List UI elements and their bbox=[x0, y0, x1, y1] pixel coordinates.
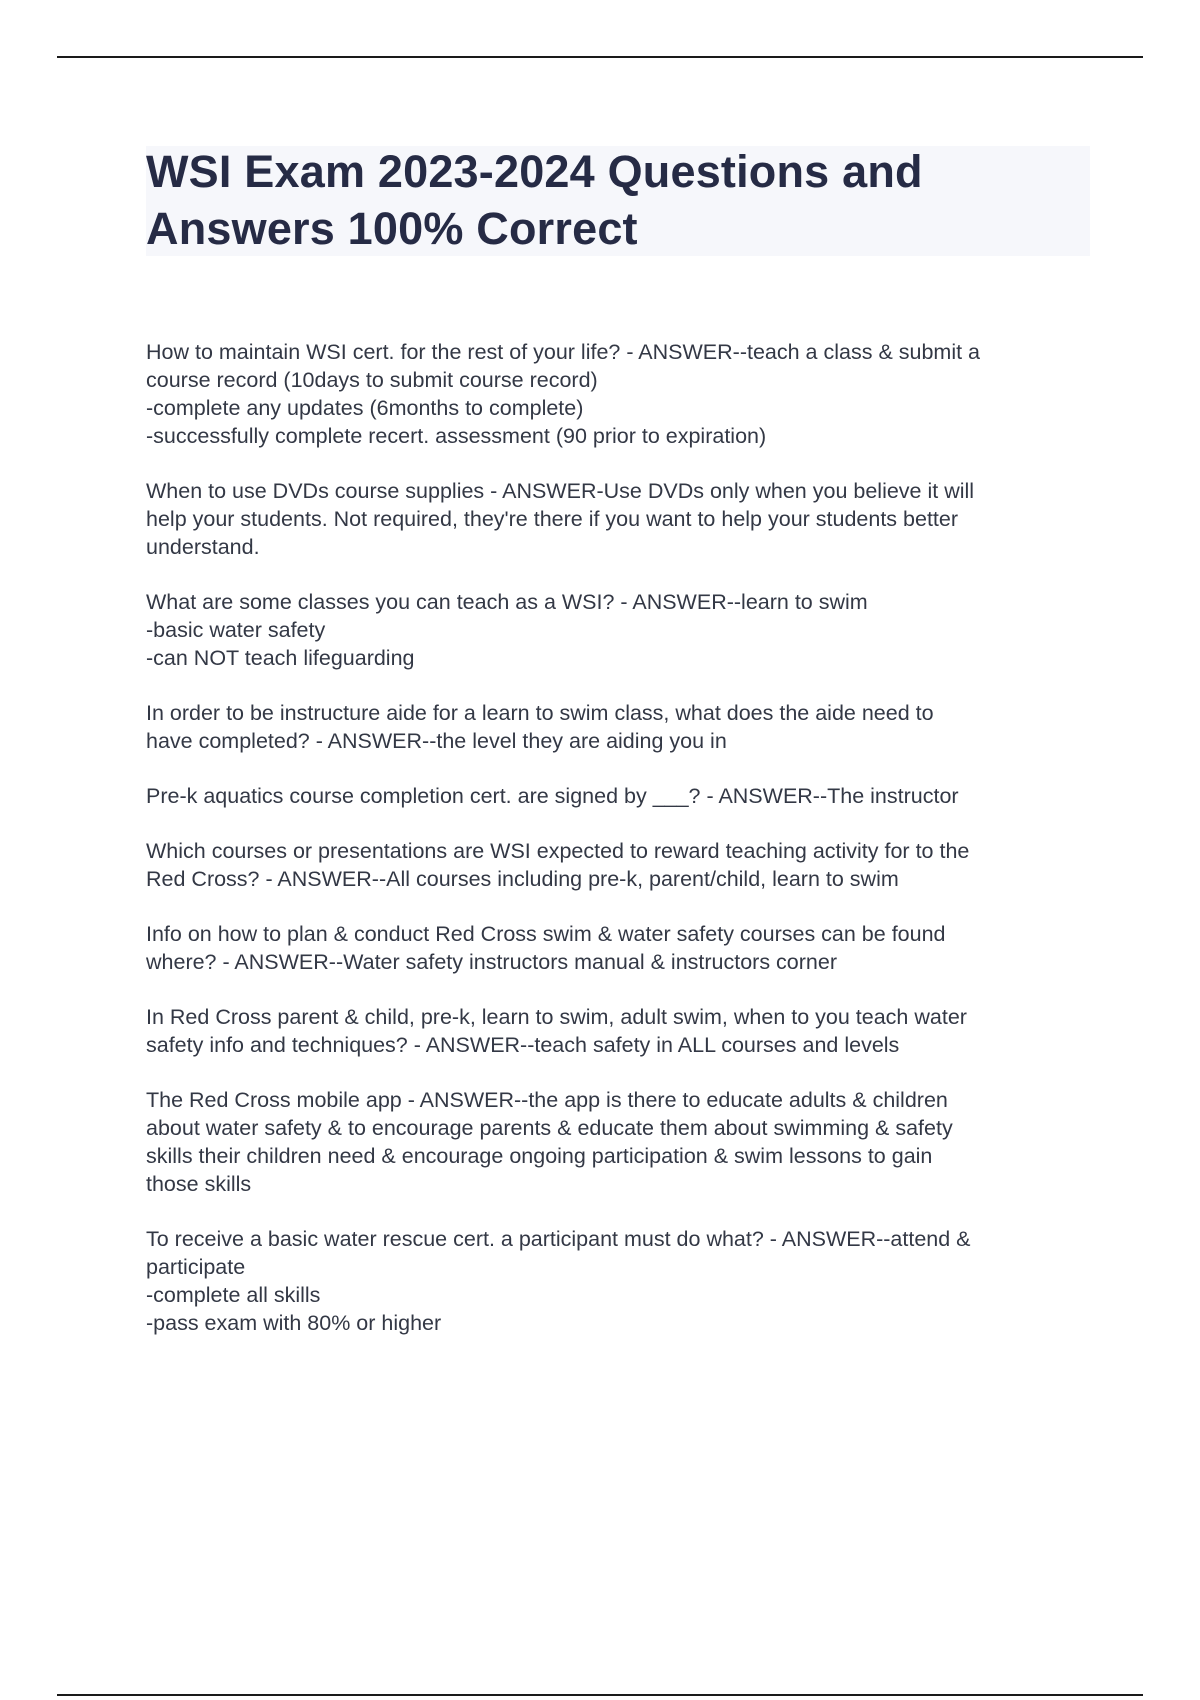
top-rule bbox=[57, 56, 1143, 58]
qa-line: Info on how to plan & conduct Red Cross swim & water safety courses can be found bbox=[146, 922, 946, 946]
qa-entry bbox=[146, 782, 1106, 810]
qa-line: course record (10days to submit course record) bbox=[146, 368, 598, 392]
qa-line: skills their children need & encourage ongoing participation & swim lessons to gain bbox=[146, 1144, 933, 1168]
qa-line: -basic water safety bbox=[146, 618, 326, 642]
qa-line: In order to be instructure aide for a learn to swim class, what does the aide need to bbox=[146, 701, 934, 725]
qa-line: To receive a basic water rescue cert. a participant must do what? - ANSWER--attend & bbox=[146, 1227, 971, 1251]
document-title: WSI Exam 2023-2024 Questions and Answers 100% Correct bbox=[146, 146, 923, 254]
qa-line: Pre-k aquatics course completion cert. are signed by ___? - ANSWER--The instructor bbox=[146, 784, 959, 808]
qa-entry bbox=[146, 588, 1106, 672]
qa-entry bbox=[146, 1003, 1106, 1059]
qa-line: -successfully complete recert. assessment (90 prior to expiration) bbox=[146, 424, 767, 448]
qa-line: When to use DVDs course supplies - ANSWER-Use DVDs only when you believe it will bbox=[146, 479, 975, 503]
qa-entry bbox=[146, 920, 1106, 976]
qa-line: In Red Cross parent & child, pre-k, learn to swim, adult swim, when to you teach water bbox=[146, 1005, 967, 1029]
qa-line: those skills bbox=[146, 1172, 252, 1196]
qa-line: -complete all skills bbox=[146, 1283, 321, 1307]
bottom-rule bbox=[57, 1694, 1143, 1696]
qa-line: The Red Cross mobile app - ANSWER--the app is there to educate adults & children bbox=[146, 1088, 948, 1112]
qa-entry bbox=[146, 699, 1106, 755]
title-block bbox=[146, 146, 1090, 256]
qa-line: What are some classes you can teach as a WSI? - ANSWER--learn to swim bbox=[146, 590, 868, 614]
qa-line: -complete any updates (6months to complete) bbox=[146, 396, 584, 420]
qa-line: -pass exam with 80% or higher bbox=[146, 1311, 442, 1335]
qa-entry bbox=[146, 837, 1106, 893]
qa-entry bbox=[146, 338, 1106, 450]
qa-line: have completed? - ANSWER--the level they are aiding you in bbox=[146, 729, 727, 753]
qa-entry bbox=[146, 1086, 1106, 1198]
qa-line: understand. bbox=[146, 535, 260, 559]
qa-entry bbox=[146, 1225, 1106, 1337]
qa-line: about water safety & to encourage parents & educate them about swimming & safety bbox=[146, 1116, 953, 1140]
qa-line: help your students. Not required, they're there if you want to help your students better bbox=[146, 507, 959, 531]
qa-line: How to maintain WSI cert. for the rest of your life? - ANSWER--teach a class & submit a bbox=[146, 340, 981, 364]
qa-list bbox=[146, 338, 1106, 1364]
qa-line: -can NOT teach lifeguarding bbox=[146, 646, 415, 670]
qa-line: where? - ANSWER--Water safety instructors manual & instructors corner bbox=[146, 950, 837, 974]
qa-line: Which courses or presentations are WSI expected to reward teaching activity for to the bbox=[146, 839, 970, 863]
qa-line: participate bbox=[146, 1255, 246, 1279]
qa-entry bbox=[146, 477, 1106, 561]
qa-line: Red Cross? - ANSWER--All courses including pre-k, parent/child, learn to swim bbox=[146, 867, 899, 891]
qa-line: safety info and techniques? - ANSWER--teach safety in ALL courses and levels bbox=[146, 1033, 900, 1057]
